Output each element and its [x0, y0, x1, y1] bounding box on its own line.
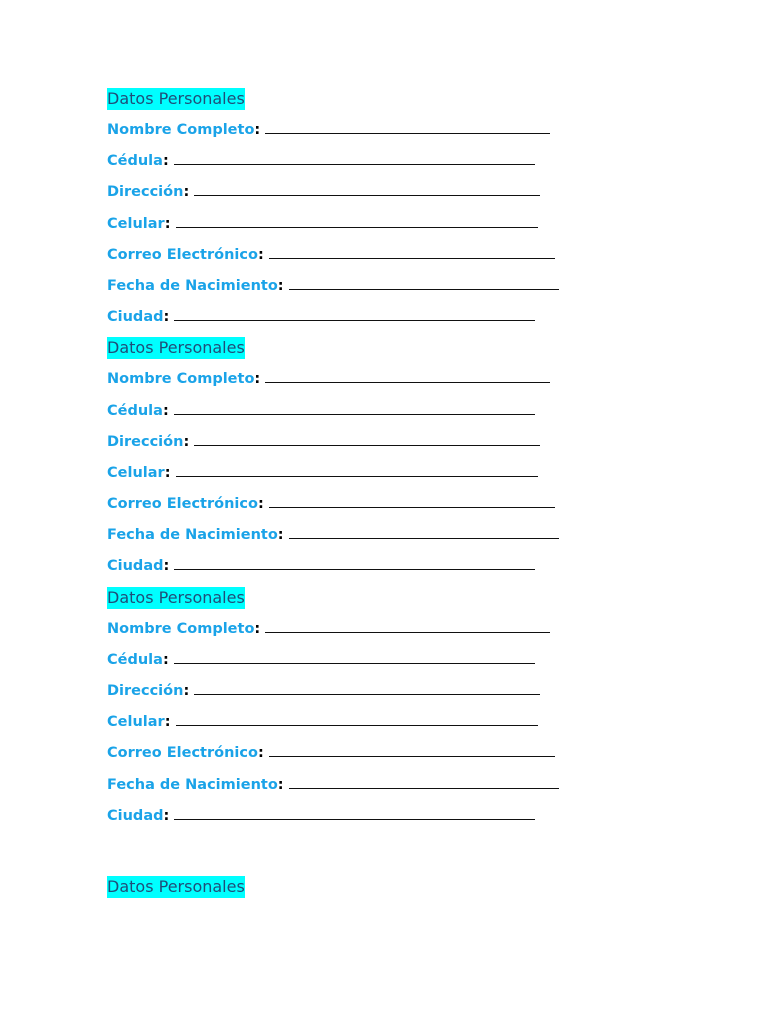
- field-email: [107, 493, 667, 524]
- field-label: Dirección: [107, 433, 184, 450]
- field-label: Celular: [107, 464, 165, 481]
- field-colon: :: [183, 683, 190, 699]
- field-colon: :: [257, 496, 264, 513]
- personal-data-section: [107, 88, 667, 337]
- field-colon: :: [257, 246, 264, 263]
- blank-line[interactable]: [174, 649, 535, 664]
- blank-line[interactable]: [174, 306, 535, 321]
- section-title: Datos Personales: [107, 89, 245, 108]
- blank-line[interactable]: [194, 680, 540, 695]
- field-colon: :: [162, 402, 169, 419]
- blank-line[interactable]: [265, 368, 550, 383]
- field-list: [107, 119, 667, 337]
- field-colon: :: [164, 714, 171, 731]
- field-label: Cédula: [107, 651, 163, 668]
- field-label: Ciudad: [107, 558, 164, 575]
- field-colon: :: [162, 651, 169, 668]
- blank-line[interactable]: [176, 213, 538, 228]
- blank-line[interactable]: [269, 742, 555, 757]
- field-birth-date: [107, 275, 667, 306]
- field-id-number: [107, 150, 667, 181]
- field-id-number: [107, 400, 667, 431]
- section-title: Datos Personales: [107, 876, 245, 896]
- blank-line[interactable]: [265, 119, 550, 134]
- field-colon: :: [254, 122, 261, 138]
- field-colon: :: [183, 433, 190, 450]
- field-city: [107, 805, 667, 836]
- field-city: [107, 306, 667, 337]
- blank-line[interactable]: [289, 275, 559, 290]
- field-mobile: [107, 213, 667, 244]
- field-colon: :: [277, 527, 284, 544]
- field-full-name: [107, 368, 667, 399]
- field-label: Correo Electrónico: [107, 246, 258, 263]
- field-label: Fecha de Nacimiento: [107, 527, 278, 544]
- field-label: Cédula: [107, 402, 163, 419]
- blank-line[interactable]: [176, 462, 538, 477]
- blank-line[interactable]: [269, 493, 555, 508]
- blank-line[interactable]: [174, 400, 535, 415]
- field-label: Ciudad: [107, 309, 164, 326]
- field-list: [107, 368, 667, 586]
- blank-line[interactable]: [174, 150, 535, 165]
- field-label: Dirección: [107, 184, 184, 201]
- field-mobile: [107, 462, 667, 493]
- field-colon: :: [254, 620, 261, 637]
- blank-line[interactable]: [174, 555, 535, 570]
- field-address: [107, 680, 667, 711]
- field-id-number: [107, 649, 667, 680]
- field-address: [107, 431, 667, 462]
- field-colon: :: [257, 745, 264, 762]
- field-colon: :: [162, 153, 169, 170]
- field-label: Nombre Completo: [107, 371, 255, 388]
- field-full-name: [107, 618, 667, 649]
- section-title: Datos Personales: [107, 338, 245, 358]
- field-label: Fecha de Nacimiento: [107, 776, 278, 793]
- blank-gap: [107, 836, 667, 876]
- field-colon: :: [163, 309, 170, 326]
- field-colon: :: [277, 776, 284, 793]
- field-colon: :: [254, 371, 261, 388]
- form-page: [107, 88, 667, 898]
- field-label: Correo Electrónico: [107, 496, 258, 513]
- section-title: Datos Personales: [107, 587, 245, 607]
- field-label: Correo Electrónico: [107, 745, 258, 762]
- field-label: Nombre Completo: [107, 620, 255, 637]
- blank-line[interactable]: [194, 181, 540, 196]
- blank-line[interactable]: [174, 805, 535, 820]
- field-email: [107, 244, 667, 275]
- blank-line[interactable]: [176, 711, 538, 726]
- field-birth-date: [107, 524, 667, 555]
- field-city: [107, 555, 667, 586]
- personal-data-section: [107, 337, 667, 586]
- blank-line[interactable]: [269, 244, 555, 259]
- personal-data-section: [107, 587, 667, 836]
- field-list: [107, 618, 667, 836]
- field-birth-date: [107, 774, 667, 805]
- blank-line[interactable]: [289, 524, 559, 539]
- field-mobile: [107, 711, 667, 742]
- field-label: Nombre Completo: [107, 122, 255, 138]
- field-label: Celular: [107, 714, 165, 731]
- field-colon: :: [163, 807, 170, 824]
- field-colon: :: [164, 215, 171, 232]
- blank-line[interactable]: [289, 774, 559, 789]
- field-address: [107, 181, 667, 212]
- field-colon: :: [163, 558, 170, 575]
- blank-line[interactable]: [194, 431, 540, 446]
- field-colon: :: [164, 464, 171, 481]
- field-label: Cédula: [107, 153, 163, 170]
- field-colon: :: [277, 277, 284, 294]
- field-full-name: [107, 119, 667, 150]
- blank-line[interactable]: [265, 618, 550, 633]
- field-label: Dirección: [107, 683, 184, 699]
- field-label: Fecha de Nacimiento: [107, 277, 278, 294]
- field-email: [107, 742, 667, 773]
- field-label: Celular: [107, 215, 165, 232]
- field-colon: :: [183, 184, 190, 201]
- field-label: Ciudad: [107, 807, 164, 824]
